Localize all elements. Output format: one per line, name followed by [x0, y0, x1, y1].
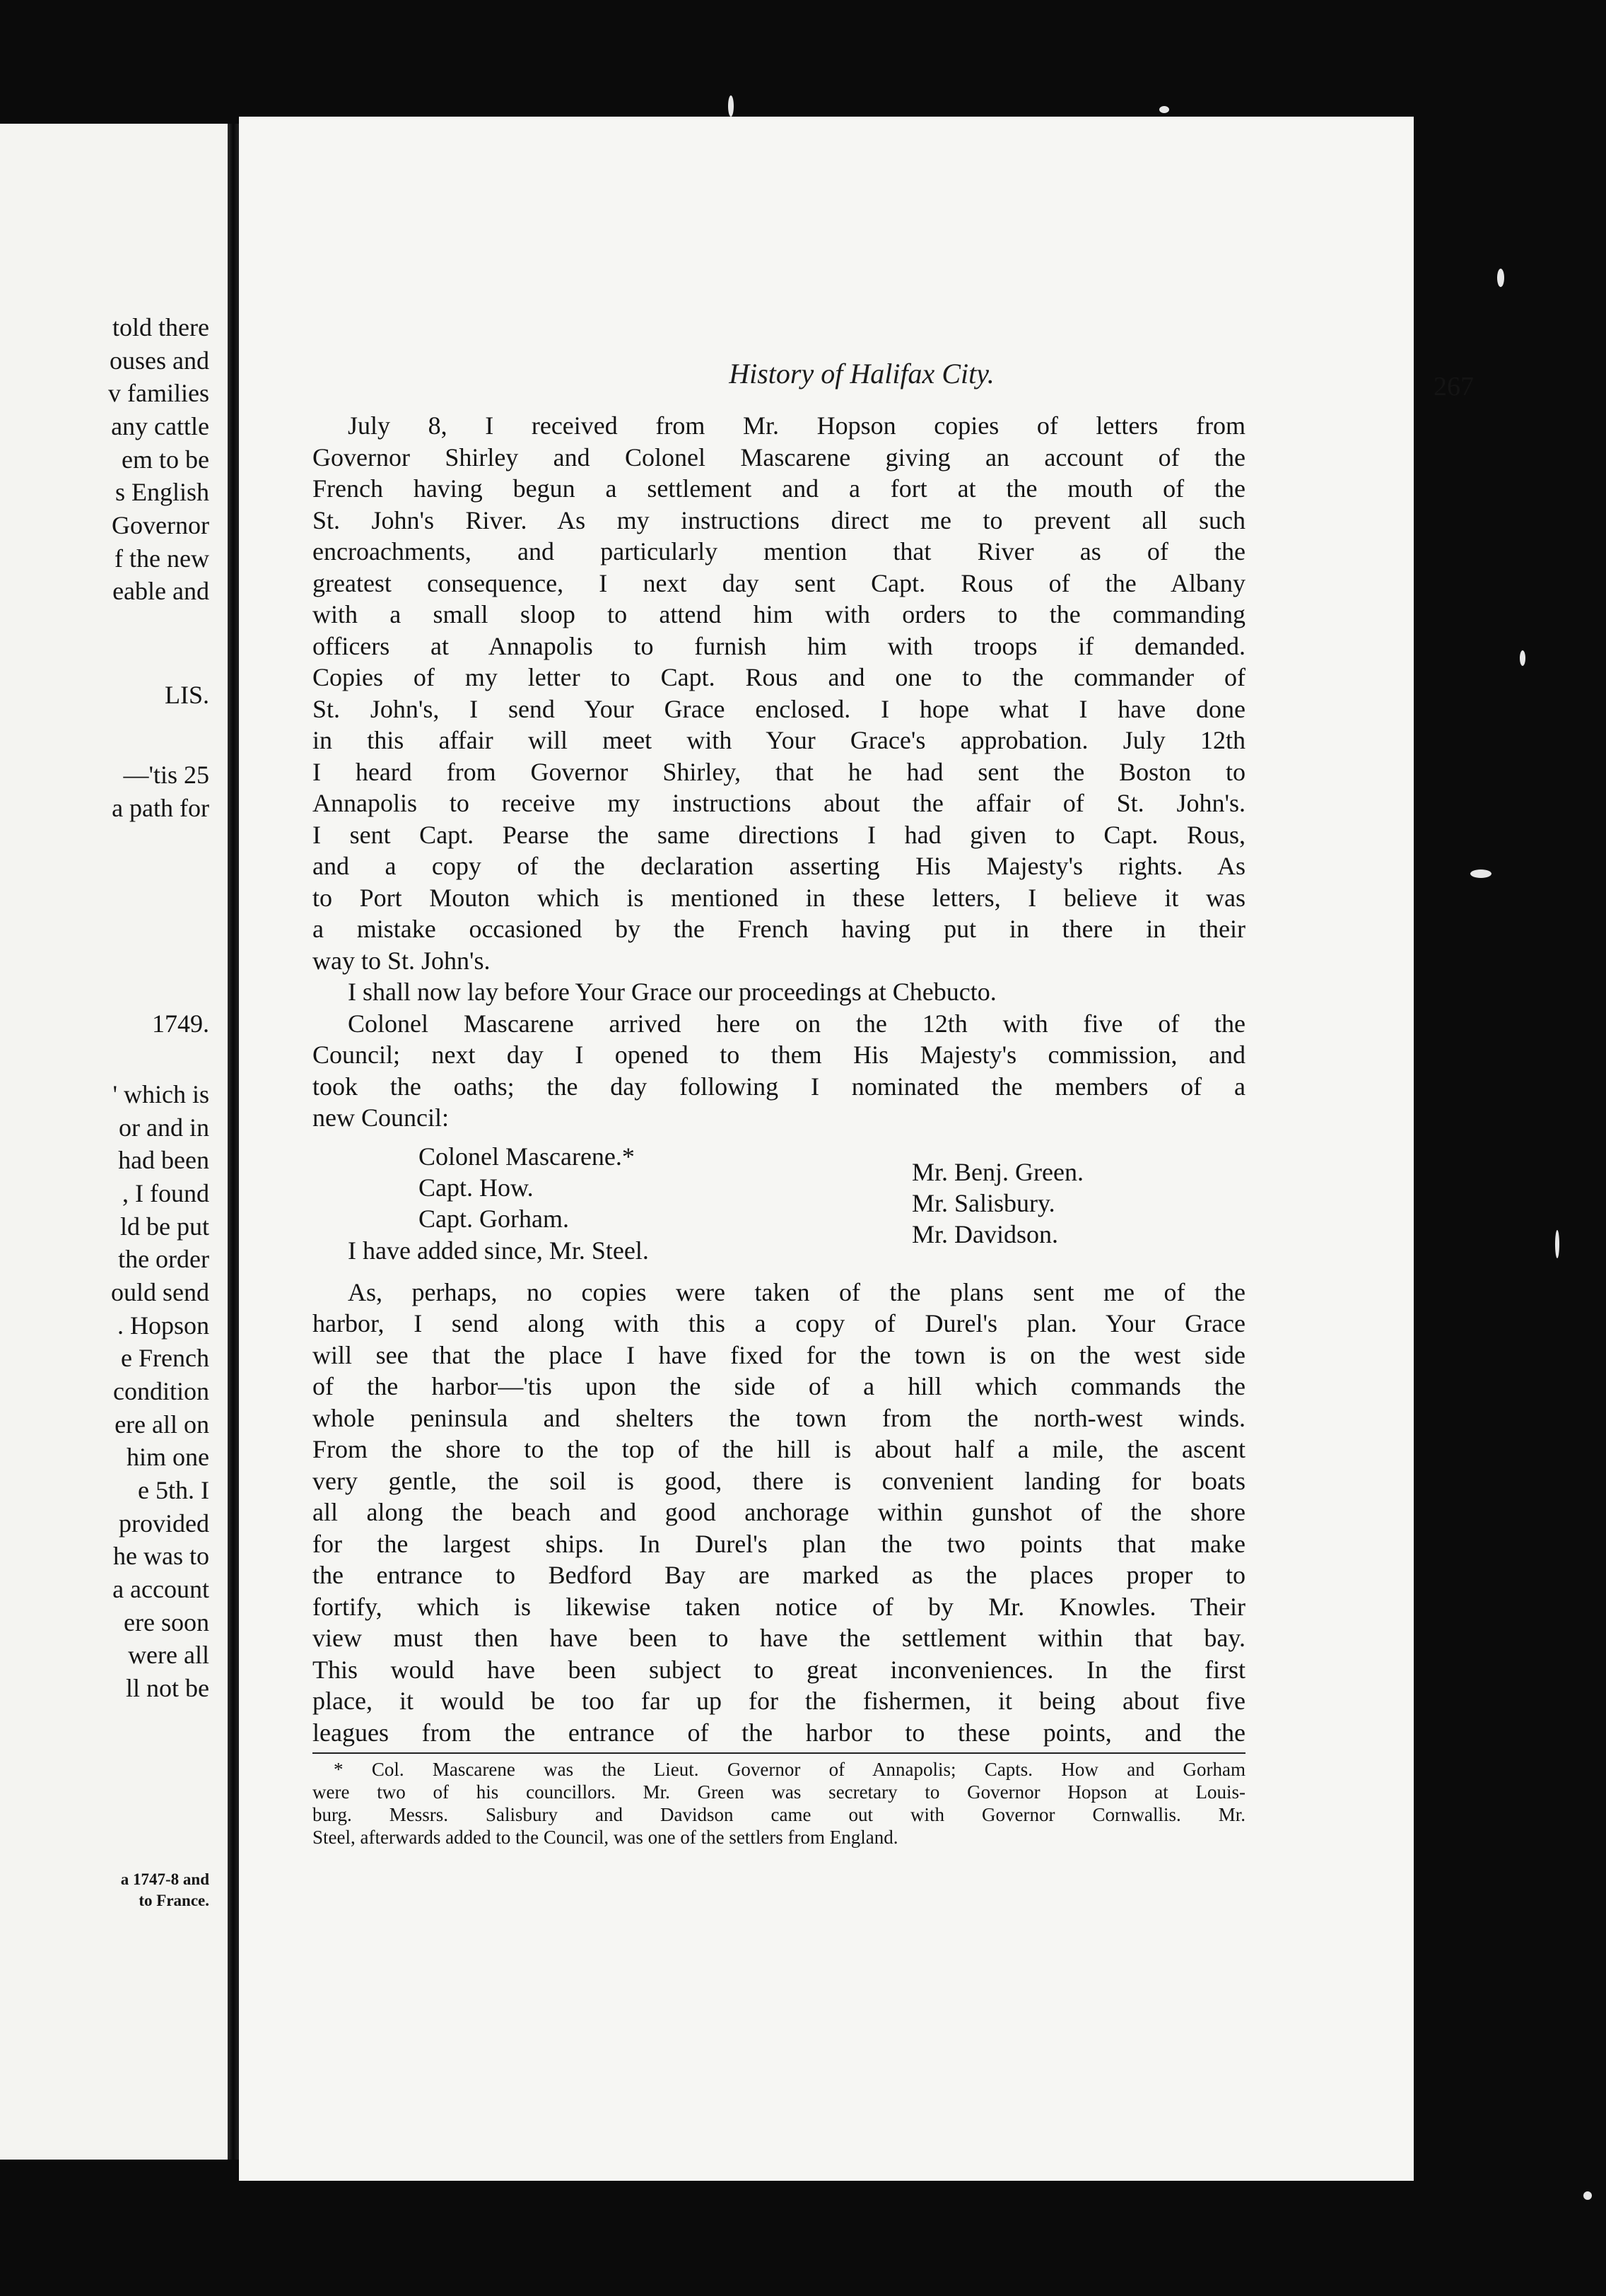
body-line: whole peninsula and shelters the town from the north-west winds.: [312, 1403, 1245, 1432]
left-page-line: ere soon: [124, 1608, 209, 1636]
film-speck: [728, 95, 734, 117]
body-line: way to St. John's.: [312, 946, 491, 975]
body-line: view must then have been to have the settlement within that bay.: [312, 1624, 1245, 1652]
left-page-line: e 5th. I: [138, 1476, 209, 1504]
left-page-line: eable and: [112, 577, 209, 605]
left-page-footnote-line: a 1747-8 and: [120, 1870, 209, 1888]
left-page-line: ouses and: [110, 346, 209, 375]
body-line: in this affair will meet with Your Grace's approbation. July 12th: [312, 726, 1245, 754]
body-line: for the largest ships. In Durel's plan the two points that make: [312, 1529, 1245, 1558]
body-line: encroachments, and particularly mention that River as of the: [312, 537, 1245, 566]
left-page-line: or and in: [119, 1113, 209, 1142]
left-page-fragment: [0, 124, 228, 2160]
footnote-line: * Col. Mascarene was the Lieut. Governor of Annapolis; Capts. How and Gorham: [334, 1759, 1245, 1780]
body-line: harbor, I send along with this a copy of Durel's plan. Your Grace: [312, 1309, 1245, 1337]
body-line: Annapolis to receive my instructions about the affair of St. John's.: [312, 789, 1245, 817]
body-line: will see that the place I have fixed for the town is on the west side: [312, 1340, 1245, 1369]
body-line: very gentle, the soil is good, there is convenient landing for boats: [312, 1466, 1245, 1495]
left-page-line: him one: [127, 1443, 209, 1471]
body-line: with a small sloop to attend him with orders to the commanding: [312, 600, 1245, 628]
body-line: St. John's, I send Your Grace enclosed. I hope what I have done: [312, 694, 1245, 723]
book-gutter: [228, 124, 239, 2160]
body-line: of the harbor—'tis upon the side of a hill which commands the: [312, 1372, 1245, 1400]
left-page-line: ould send: [111, 1278, 209, 1306]
body-line: Colonel Mascarene arrived here on the 12th with five of the: [348, 1009, 1245, 1038]
left-page-line: told there: [112, 313, 209, 341]
body-line: Council; next day I opened to them His Majesty's commission, and: [312, 1041, 1245, 1069]
council-member: Mr. Salisbury.: [912, 1188, 1055, 1217]
left-page-line: em to be: [122, 445, 209, 474]
left-page-line: ll not be: [126, 1674, 209, 1702]
left-page-line: —'tis 25: [123, 761, 209, 789]
left-page-line: the order: [118, 1245, 209, 1273]
footnote-line: burg. Messrs. Salisbury and Davidson came out with Governor Cornwallis. Mr.: [312, 1804, 1245, 1825]
left-page-footnote-line: to France.: [139, 1892, 209, 1909]
council-member: Mr. Davidson.: [912, 1219, 1058, 1248]
film-speck: [1470, 869, 1491, 878]
body-line: place, it would be too far up for the fishermen, it being about five: [312, 1687, 1245, 1715]
footnote-rule: [312, 1752, 1245, 1754]
body-line: I heard from Governor Shirley, that he had sent the Boston to: [312, 757, 1245, 786]
left-page-line: a account: [112, 1575, 209, 1603]
body-line: This would have been subject to great inconveniences. In the first: [312, 1655, 1245, 1684]
council-member: Capt. How.: [418, 1173, 534, 1202]
council-member: Mr. Benj. Green.: [912, 1157, 1084, 1186]
council-member: Capt. Gorham.: [418, 1204, 569, 1233]
left-page-line: ld be put: [120, 1212, 209, 1241]
body-line: fortify, which is likewise taken notice of by Mr. Knowles. Their: [312, 1592, 1245, 1621]
body-line: to Port Mouton which is mentioned in these letters, I believe it was: [312, 883, 1245, 912]
body-line: greatest consequence, I next day sent Capt. Rous of the Albany: [312, 568, 1245, 597]
council-list-left: [418, 1141, 635, 1234]
film-speck: [1159, 106, 1169, 113]
film-speck: [1583, 2191, 1592, 2200]
council-list-right: [912, 1156, 1084, 1250]
left-page-line: . Hopson: [117, 1311, 209, 1340]
body-line: I have added since, Mr. Steel.: [348, 1236, 649, 1265]
left-page-line: provided: [119, 1509, 209, 1538]
left-page-line: had been: [118, 1146, 209, 1174]
left-page-line: , I found: [122, 1179, 209, 1207]
body-line: a mistake occasioned by the French having put in there in their: [312, 915, 1245, 943]
body-line: Governor Shirley and Colonel Mascarene giving an account of the: [312, 443, 1245, 472]
body-line: new Council:: [312, 1103, 449, 1132]
left-page-line: e French: [121, 1344, 209, 1372]
left-page-line: s English: [115, 478, 209, 506]
body-line: and a copy of the declaration asserting His Majesty's rights. As: [312, 852, 1245, 880]
film-speck: [1520, 650, 1525, 666]
body-line: As, perhaps, no copies were taken of the plans sent me of the: [348, 1277, 1245, 1306]
footnote-line: Steel, afterwards added to the Council, was one of the settlers from England.: [312, 1827, 898, 1848]
left-page-line: v families: [108, 379, 209, 407]
body-line: From the shore to the top of the hill is about half a mile, the ascent: [312, 1435, 1245, 1463]
film-speck: [1497, 269, 1504, 287]
body-line: the entrance to Bedford Bay are marked as the places proper to: [312, 1561, 1245, 1589]
film-speck: [1555, 1230, 1559, 1258]
page-number: 267: [1434, 372, 1474, 402]
body-line: all along the beach and good anchorage within gunshot of the shore: [312, 1498, 1245, 1526]
left-page-line: he was to: [113, 1542, 209, 1570]
left-page-line: ' which is: [112, 1080, 209, 1108]
body-line: I sent Capt. Pearse the same directions I had given to Capt. Rous,: [312, 820, 1245, 849]
body-line: I shall now lay before Your Grace our proceedings at Chebucto.: [348, 978, 997, 1006]
footnote-line: were two of his councillors. Mr. Green was secretary to Governor Hopson at Louis-: [312, 1781, 1245, 1803]
left-page-line: Governor: [112, 511, 209, 539]
body-line: took the oaths; the day following I nominated the members of a: [312, 1072, 1245, 1101]
left-page-line: LIS.: [165, 681, 209, 709]
left-page-line: any cattle: [111, 412, 209, 440]
body-line: July 8, I received from Mr. Hopson copies of letters from: [348, 411, 1245, 440]
left-page-line: condition: [113, 1377, 209, 1405]
council-member: Colonel Mascarene.*: [418, 1142, 635, 1171]
body-line: Copies of my letter to Capt. Rous and one to the commander of: [312, 663, 1245, 691]
left-page-line: 1749.: [152, 1009, 209, 1038]
body-line: leagues from the entrance of the harbor to these points, and the: [312, 1718, 1245, 1747]
left-page-line: a path for: [112, 794, 209, 822]
book-page: [239, 117, 1474, 2181]
running-head: History of Halifax City.: [729, 358, 995, 390]
body-line: officers at Annapolis to furnish him with troops if demanded.: [312, 631, 1245, 660]
body-line: St. John's River. As my instructions direct me to prevent all such: [312, 505, 1245, 534]
body-line: French having begun a settlement and a fort at the mouth of the: [312, 474, 1245, 503]
left-page-line: ere all on: [115, 1410, 209, 1439]
left-page-line: were all: [128, 1641, 209, 1669]
left-page-line: f the new: [115, 544, 209, 573]
